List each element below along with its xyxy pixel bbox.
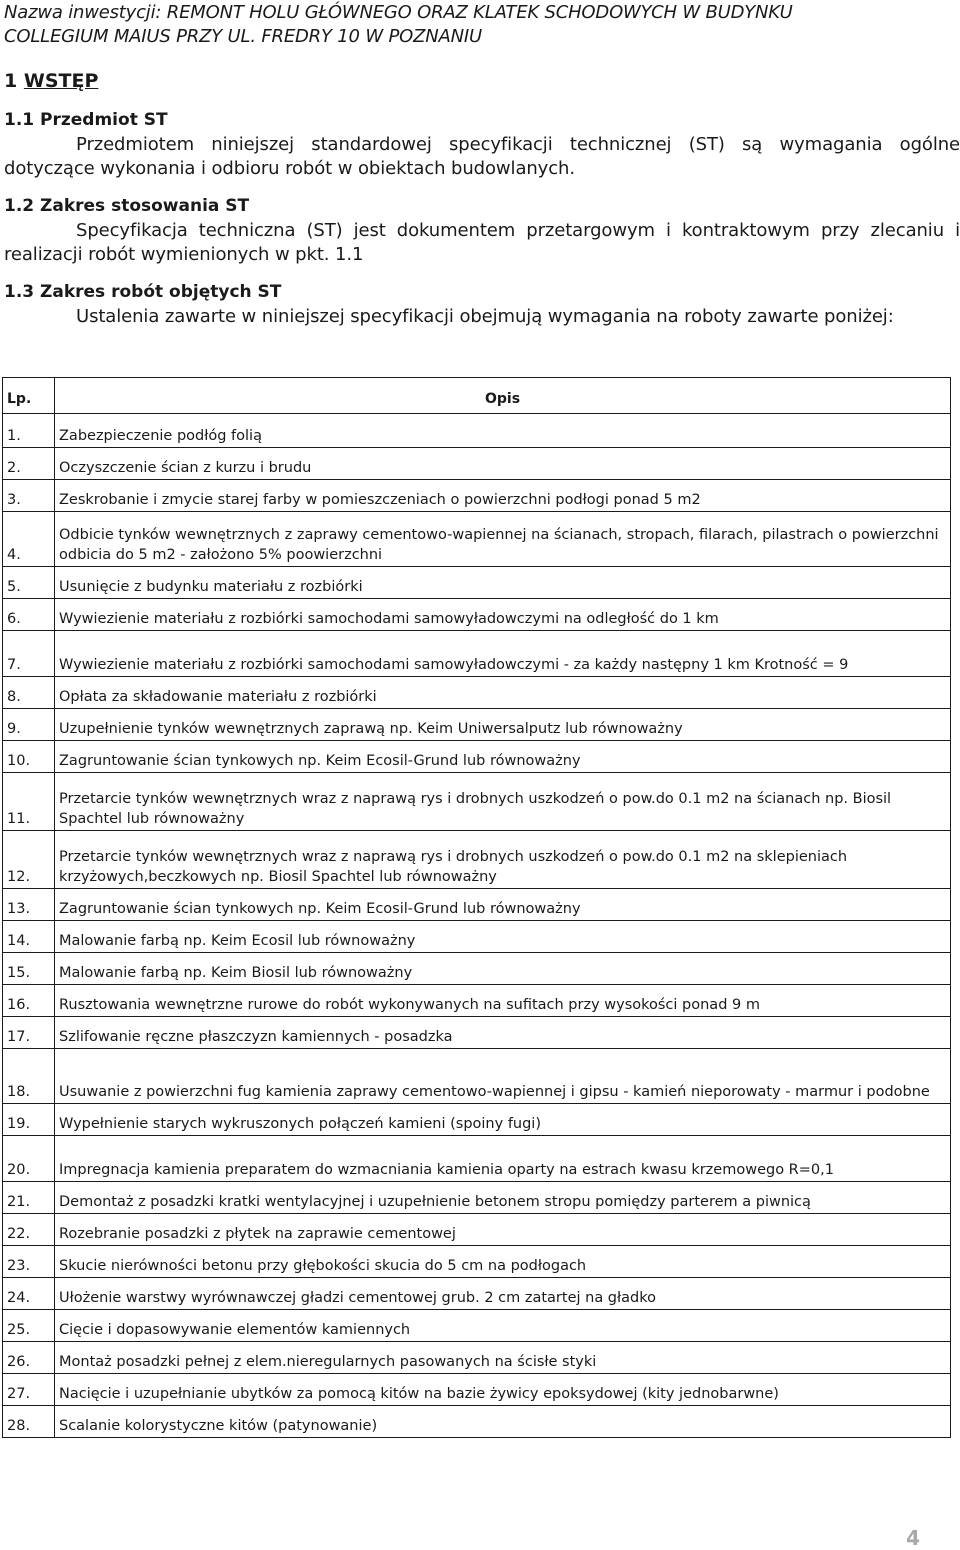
table-row	[3, 567, 951, 599]
row-opis: Rusztowania wewnętrzne rurowe do robót wykonywanych na sufitach przy wysokości ponad 9 m	[55, 985, 951, 1017]
column-header-lp: Lp.	[3, 378, 55, 414]
row-lp: 9.	[3, 709, 55, 741]
table-row	[3, 1342, 951, 1374]
row-opis: Usunięcie z budynku materiału z rozbiórki	[55, 567, 951, 599]
row-opis: Rozebranie posadzki z płytek na zaprawie cementowej	[55, 1214, 951, 1246]
row-opis: Cięcie i dopasowywanie elementów kamiennych	[55, 1310, 951, 1342]
subsection-heading-1-3: 1.3 Zakres robót objętych ST	[4, 282, 282, 302]
row-opis: Demontaż z posadzki kratki wentylacyjnej i uzupełnienie betonem stropu pomiędzy parterem a piwnicą	[55, 1182, 951, 1214]
row-lp: 12.	[3, 831, 55, 889]
row-lp: 24.	[3, 1278, 55, 1310]
row-lp: 13.	[3, 889, 55, 921]
table-row	[3, 1246, 951, 1278]
row-lp: 3.	[3, 480, 55, 512]
table-row	[3, 1017, 951, 1049]
table-row	[3, 709, 951, 741]
investment-name-line-1: Nazwa inwestycji: REMONT HOLU GŁÓWNEGO ORAZ KLATEK SCHODOWYCH W BUDYNKU	[4, 2, 793, 23]
row-opis: Oczyszczenie ścian z kurzu i brudu	[55, 448, 951, 480]
row-opis: Montaż posadzki pełnej z elem.nieregularnych pasowanych na ścisłe styki	[55, 1342, 951, 1374]
investment-name-line-2: COLLEGIUM MAIUS PRZY UL. FREDRY 10 W POZNANIU	[4, 26, 482, 47]
section-heading	[4, 70, 98, 92]
row-opis: Zeskrobanie i zmycie starej farby w pomieszczeniach o powierzchni podłogi ponad 5 m2	[55, 480, 951, 512]
table-row	[3, 953, 951, 985]
row-lp: 2.	[3, 448, 55, 480]
row-lp: 4.	[3, 512, 55, 567]
row-lp: 22.	[3, 1214, 55, 1246]
row-opis: Usuwanie z powierzchni fug kamienia zaprawy cementowo-wapiennej i gipsu - kamień nieporowaty - marmur i podobne	[55, 1049, 951, 1104]
row-lp: 18.	[3, 1049, 55, 1104]
row-lp: 20.	[3, 1136, 55, 1182]
subsection-text-1-1: Przedmiotem niniejszej standardowej specyfikacji technicznej (ST) są wymagania ogólne dotyczące wykonania i odbioru robót w obiektach budowlanych.	[4, 134, 960, 179]
table-row	[3, 414, 951, 448]
table-row	[3, 1136, 951, 1182]
table-row	[3, 1182, 951, 1214]
table-row	[3, 921, 951, 953]
row-opis: Wypełnienie starych wykruszonych połączeń kamieni (spoiny fugi)	[55, 1104, 951, 1136]
row-lp: 17.	[3, 1017, 55, 1049]
row-lp: 1.	[3, 414, 55, 448]
subsection-text-1-3: Ustalenia zawarte w niniejszej specyfikacji obejmują wymagania na roboty zawarte poniżej:	[76, 306, 894, 327]
row-lp: 28.	[3, 1406, 55, 1438]
row-opis: Zagruntowanie ścian tynkowych np. Keim Ecosil-Grund lub równoważny	[55, 889, 951, 921]
works-table	[2, 377, 951, 1438]
row-opis: Szlifowanie ręczne płaszczyzn kamiennych - posadzka	[55, 1017, 951, 1049]
row-lp: 10.	[3, 741, 55, 773]
row-opis: Skucie nierówności betonu przy głębokości skucia do 5 cm na podłogach	[55, 1246, 951, 1278]
row-lp: 6.	[3, 599, 55, 631]
subsection-text-1-2: Specyfikacja techniczna (ST) jest dokumentem przetargowym i kontraktowym przy zlecaniu i realizacji robót wymienionych w pkt. 1.1	[4, 220, 960, 265]
table-row	[3, 1310, 951, 1342]
row-opis: Przetarcie tynków wewnętrznych wraz z naprawą rys i drobnych uszkodzeń o pow.do 0.1 m2 na ścianach np. Biosil Spachtel lub równoważny	[55, 773, 951, 831]
row-opis: Odbicie tynków wewnętrznych z zaprawy cementowo-wapiennej na ścianach, stropach, filarach, pilastrach o powierzchni odbicia do 5 m2 - założono 5% poowierzchni	[55, 512, 951, 567]
table-row	[3, 1406, 951, 1438]
row-opis: Wywiezienie materiału z rozbiórki samochodami samowyładowczymi - za każdy następny 1 km Krotność = 9	[55, 631, 951, 677]
table-row	[3, 831, 951, 889]
row-opis: Impregnacja kamienia preparatem do wzmacniania kamienia oparty na estrach kwasu krzemowego R=0,1	[55, 1136, 951, 1182]
row-opis: Zabezpieczenie podłóg folią	[55, 414, 951, 448]
row-lp: 15.	[3, 953, 55, 985]
table-row	[3, 889, 951, 921]
table-row	[3, 631, 951, 677]
row-opis: Przetarcie tynków wewnętrznych wraz z naprawą rys i drobnych uszkodzeń o pow.do 0.1 m2 na sklepieniach krzyżowych,beczkowych np. Biosil Spachtel lub równoważny	[55, 831, 951, 889]
page-number: 4	[906, 1526, 920, 1550]
column-header-opis: Opis	[55, 378, 951, 414]
row-lp: 21.	[3, 1182, 55, 1214]
row-lp: 16.	[3, 985, 55, 1017]
section-number: 1	[4, 70, 18, 92]
table-row	[3, 677, 951, 709]
row-lp: 8.	[3, 677, 55, 709]
row-opis: Nacięcie i uzupełnianie ubytków za pomocą kitów na bazie żywicy epoksydowej (kity jednobarwne)	[55, 1374, 951, 1406]
table-row	[3, 512, 951, 567]
row-opis: Scalanie kolorystyczne kitów (patynowanie)	[55, 1406, 951, 1438]
row-lp: 26.	[3, 1342, 55, 1374]
table-row	[3, 480, 951, 512]
row-opis: Ułożenie warstwy wyrównawczej gładzi cementowej grub. 2 cm zatartej na gładko	[55, 1278, 951, 1310]
table-row	[3, 1278, 951, 1310]
table-row	[3, 773, 951, 831]
row-lp: 11.	[3, 773, 55, 831]
row-opis: Malowanie farbą np. Keim Biosil lub równoważny	[55, 953, 951, 985]
row-lp: 5.	[3, 567, 55, 599]
row-lp: 7.	[3, 631, 55, 677]
row-lp: 19.	[3, 1104, 55, 1136]
row-opis: Malowanie farbą np. Keim Ecosil lub równoważny	[55, 921, 951, 953]
table-row	[3, 599, 951, 631]
row-opis: Uzupełnienie tynków wewnętrznych zaprawą np. Keim Uniwersalputz lub równoważny	[55, 709, 951, 741]
table-row	[3, 1214, 951, 1246]
subsection-heading-1-2: 1.2 Zakres stosowania ST	[4, 196, 250, 216]
row-lp: 14.	[3, 921, 55, 953]
section-title: WSTĘP	[23, 70, 99, 92]
table-header-row	[3, 378, 951, 414]
row-lp: 23.	[3, 1246, 55, 1278]
subsection-heading-1-1: 1.1 Przedmiot ST	[4, 110, 168, 130]
row-lp: 27.	[3, 1374, 55, 1406]
row-opis: Opłata za składowanie materiału z rozbiórki	[55, 677, 951, 709]
table-row	[3, 741, 951, 773]
table-row	[3, 448, 951, 480]
table-row	[3, 1104, 951, 1136]
table-row	[3, 1049, 951, 1104]
row-lp: 25.	[3, 1310, 55, 1342]
table-row	[3, 985, 951, 1017]
row-opis: Zagruntowanie ścian tynkowych np. Keim Ecosil-Grund lub równoważny	[55, 741, 951, 773]
table-row	[3, 1374, 951, 1406]
row-opis: Wywiezienie materiału z rozbiórki samochodami samowyładowczymi na odległość do 1 km	[55, 599, 951, 631]
